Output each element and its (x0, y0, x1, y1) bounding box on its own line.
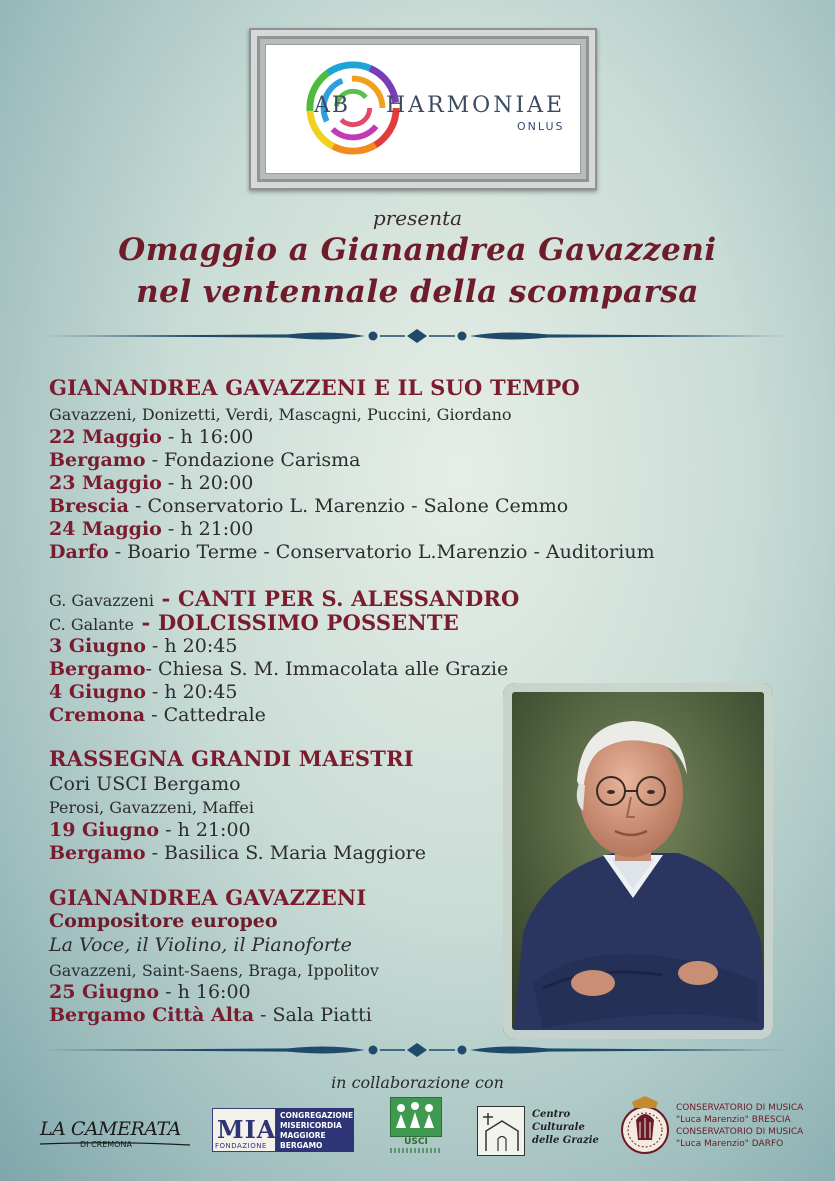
event1-date1-time: - h 16:00 (161, 426, 254, 448)
event1-venue1-city: Bergamo (49, 449, 146, 471)
usci-logo-text: USCI (404, 1137, 428, 1147)
centro-culturale-logo (477, 1106, 597, 1156)
event2-date2 (49, 681, 237, 703)
event3-date1-time: - h 21:00 (159, 819, 251, 841)
event1-venue3 (49, 541, 655, 563)
usci-figures-icon (391, 1098, 441, 1136)
event1-title: GIANANDREA GAVAZZENI E IL SUO TEMPO (49, 375, 580, 400)
centro-line: delle Grazie (532, 1135, 599, 1146)
logo-frame (249, 28, 597, 190)
usci-logo-mark (390, 1097, 442, 1137)
camerata-logo (40, 1112, 195, 1152)
mia-logo-right (276, 1108, 354, 1152)
church-drawing-icon (478, 1107, 524, 1155)
ornament-divider-bottom (45, 1040, 790, 1060)
event2-work1-title: - CANTI PER S. ALESSANDRO (154, 586, 520, 611)
logo-panel (265, 44, 581, 174)
mia-right-line: CONGREGAZIONE (280, 1111, 354, 1120)
event1-date3-time: - h 21:00 (161, 518, 254, 540)
event2-date1-day: 3 Giugno (49, 635, 146, 657)
centro-line: Centro (532, 1109, 571, 1120)
usci-logo-fineprint (390, 1148, 442, 1153)
logo-ab-text: AB (314, 93, 351, 118)
event4-program: La Voce, il Violino, il Pianoforte (49, 934, 352, 956)
logo-name: HARMONIAE (386, 93, 566, 118)
logo-onlus: ONLUS (517, 120, 565, 133)
camerata-logo-sub: DI CREMONA (80, 1140, 132, 1149)
event3-composers: Perosi, Gavazzeni, Maffei (49, 798, 254, 817)
event1-date3-day: 24 Maggio (49, 518, 162, 540)
event3-venue1-city: Bergamo (49, 842, 146, 864)
event1-venue3-place: - Boario Terme - Conservatorio L.Marenzio - Auditorium (108, 541, 655, 563)
mia-logo-text: MIA (217, 1115, 277, 1144)
event3-title: RASSEGNA GRANDI MAESTRI (49, 746, 414, 771)
event1-venue3-city: Darfo (49, 541, 109, 563)
event1-date1 (49, 426, 253, 448)
event3-venue1 (49, 842, 426, 864)
event1-date2-time: - h 20:00 (161, 472, 254, 494)
event1-date2 (49, 472, 253, 494)
event4-venue1-city: Bergamo Città Alta (49, 1004, 255, 1026)
event2-work2-title: - DOLCISSIMO POSSENTE (134, 610, 459, 635)
camerata-underline-icon (40, 1139, 195, 1149)
mia-right-line: MAGGIORE (280, 1131, 326, 1140)
mia-right-line: BERGAMO (280, 1141, 323, 1150)
usci-logo (390, 1097, 442, 1155)
conservatorio-line: "Luca Marenzio" BRESCIA (676, 1115, 791, 1125)
main-title-line-2: nel ventennale della scomparsa (136, 274, 699, 310)
event2-venue1-city: Bergamo (49, 658, 146, 680)
event4-venue1-place: - Sala Piatti (254, 1004, 372, 1026)
event2-venue1 (49, 658, 508, 680)
event2-date2-day: 4 Giugno (49, 681, 146, 703)
event2-venue2-city: Cremona (49, 704, 146, 726)
ornament-divider-top (45, 326, 790, 346)
event2-composer2: C. Galante (49, 615, 135, 634)
event4-title: GIANANDREA GAVAZZENI (49, 885, 367, 910)
event3-subtitle: Cori USCI Bergamo (49, 773, 241, 795)
event2-venue2 (49, 704, 266, 726)
mia-logo-left (212, 1108, 276, 1152)
event1-date3 (49, 518, 253, 540)
portrait-illustration (503, 683, 773, 1039)
main-title-line-1: Omaggio a Gianandrea Gavazzeni (118, 232, 717, 268)
mia-right-line: MISERICORDIA (280, 1121, 342, 1130)
event2-work2 (49, 610, 459, 635)
event3-date1-day: 19 Giugno (49, 819, 160, 841)
collaboration-label: in collaborazione con (331, 1073, 504, 1092)
centro-line: Culturale (532, 1122, 585, 1133)
conservatorio-text (676, 1102, 803, 1150)
conservatorio-seal-icon (620, 1094, 670, 1162)
event1-venue1-place: - Fondazione Carisma (145, 449, 361, 471)
church-icon (477, 1106, 525, 1156)
conservatorio-line: CONSERVATORIO DI MUSICA (676, 1103, 804, 1113)
centro-culturale-text (532, 1108, 599, 1147)
event2-date1 (49, 635, 237, 657)
event1-date2-day: 23 Maggio (49, 472, 162, 494)
event4-date1-day: 25 Giugno (49, 981, 160, 1003)
mia-logo-sub: FONDAZIONE (215, 1142, 267, 1150)
event4-composers: Gavazzeni, Saint-Saens, Braga, Ippolitov (49, 961, 379, 980)
event2-date2-time: - h 20:45 (145, 681, 238, 703)
event1-venue2-place: - Conservatorio L. Marenzio - Salone Cemmo (128, 495, 569, 517)
portrait-photo (503, 683, 773, 1039)
event1-composers: Gavazzeni, Donizetti, Verdi, Mascagni, Puccini, Giordano (49, 405, 512, 424)
event2-composer1: G. Gavazzeni (49, 591, 155, 610)
event1-date1-day: 22 Maggio (49, 426, 162, 448)
event2-venue1-place: - Chiesa S. M. Immacolata alle Grazie (145, 658, 509, 680)
camerata-logo-text: LA CAMERATA (40, 1118, 181, 1140)
event3-venue1-place: - Basilica S. Maria Maggiore (145, 842, 426, 864)
event1-venue1 (49, 449, 361, 471)
event4-date1 (49, 981, 251, 1003)
event4-date1-time: - h 16:00 (159, 981, 251, 1003)
event2-date1-time: - h 20:45 (145, 635, 238, 657)
presenta-label: presenta (372, 206, 463, 230)
event2-venue2-place: - Cattedrale (145, 704, 266, 726)
conservatorio-logo (620, 1094, 830, 1164)
conservatorio-line: "Luca Marenzio" DARFO (676, 1139, 784, 1149)
mia-logo (212, 1108, 354, 1152)
event4-subtitle: Compositore europeo (49, 910, 278, 932)
event4-venue1 (49, 1004, 372, 1026)
event1-venue2-city: Brescia (49, 495, 129, 517)
event1-venue2 (49, 495, 568, 517)
conservatorio-line: CONSERVATORIO DI MUSICA (676, 1127, 804, 1137)
event2-work1 (49, 586, 520, 611)
event3-date1 (49, 819, 251, 841)
